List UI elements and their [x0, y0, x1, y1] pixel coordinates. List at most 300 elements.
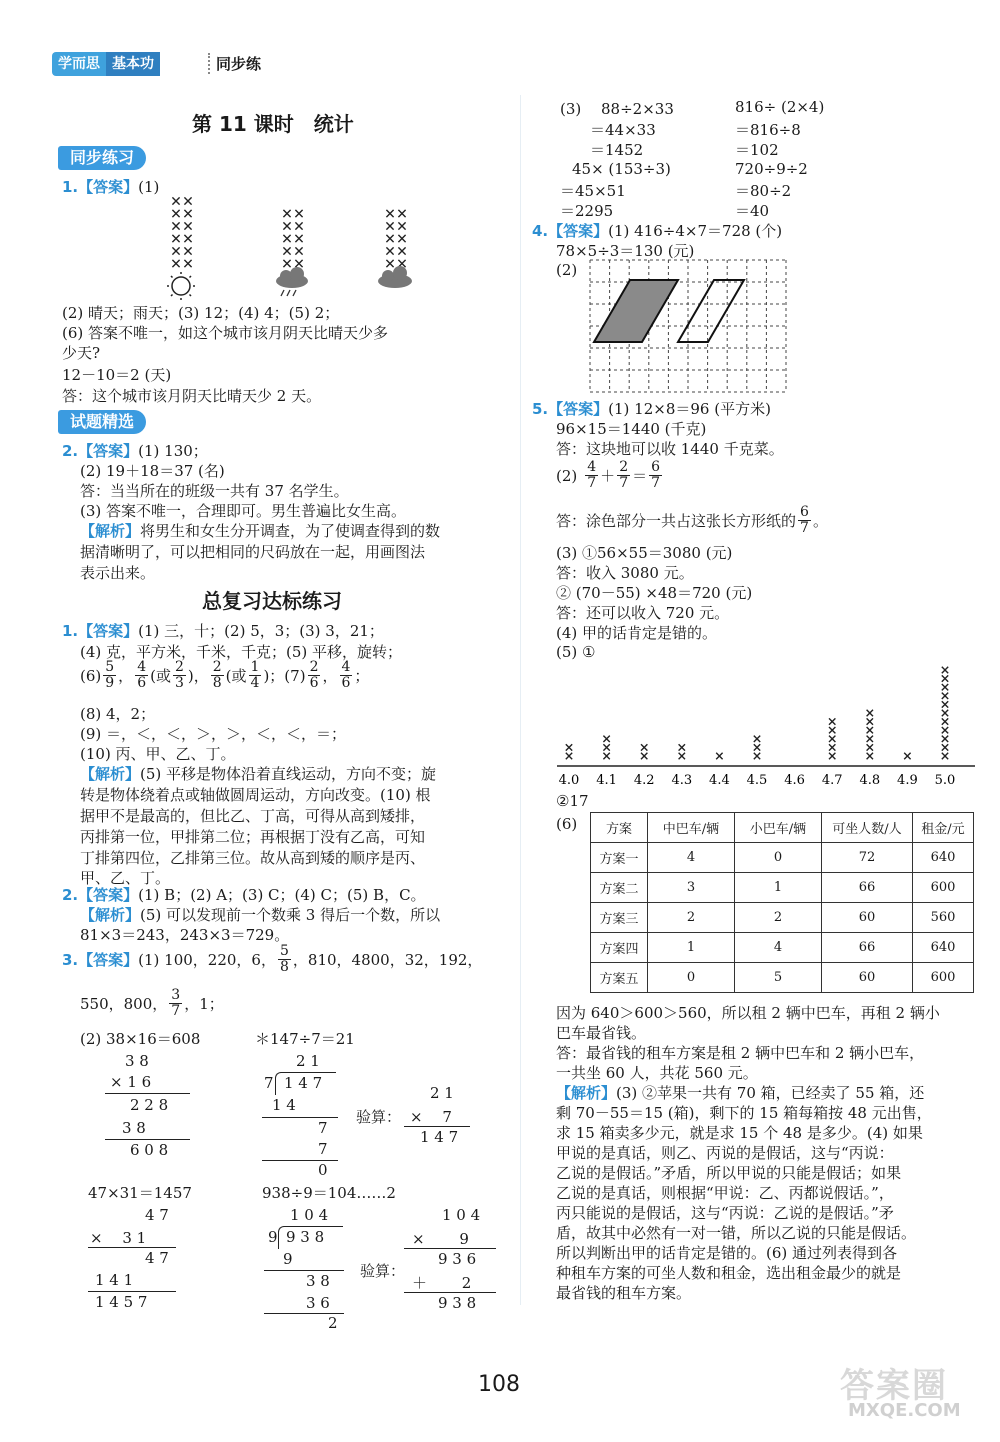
text-frag: (6)	[80, 666, 102, 685]
calc-digits: × 7	[410, 1108, 452, 1126]
tally-mark	[295, 235, 302, 242]
dot-plot-mark	[942, 727, 948, 733]
analysis-tag: 【解析】	[80, 906, 141, 924]
text-frag: ；	[354, 667, 370, 685]
text-line: ＝1452	[590, 141, 644, 159]
text-line: (3) ①56×55＝3080 (元)	[556, 544, 733, 562]
denominator: 7	[651, 475, 661, 491]
calc-rule	[404, 1126, 470, 1127]
tally-mark	[398, 235, 405, 242]
table-cell: 600	[913, 963, 974, 993]
dot-plot-mark	[867, 736, 873, 742]
text-line: (1)	[138, 178, 160, 196]
table-cell: 1	[735, 873, 822, 903]
numerator: 2	[309, 659, 319, 675]
answer-tag: 【答案】	[548, 222, 609, 240]
calc-digits: 3 8	[306, 1272, 330, 1290]
calc-digits: 9 3 8	[438, 1294, 477, 1312]
text-line: 一共坐 60 人，共花 560 元。	[556, 1064, 758, 1082]
calc-digits: 1 4 1	[95, 1271, 134, 1289]
denominator: 7	[587, 475, 597, 491]
section-banner-sync: 同步练习	[58, 146, 146, 170]
x-tick-label: 4.6	[784, 773, 805, 788]
text-frag: 答：涂色部分一共占这张长方形纸的	[556, 512, 797, 530]
q-number: 4.	[532, 222, 549, 240]
tally-mark	[295, 247, 302, 254]
numerator: 4	[587, 459, 597, 475]
text-line: 答：这个城市该月阴天比晴天少 2 天。	[62, 387, 322, 405]
tally-mark	[295, 222, 302, 229]
table-cell: 66	[822, 873, 913, 903]
text-line: 12－10＝2 (天)	[62, 366, 172, 384]
text-line: ＝40	[735, 202, 770, 220]
tally-mark	[172, 235, 179, 242]
calc-digits: 9 3 8	[286, 1228, 325, 1246]
calc-digits: 1 4 7	[420, 1128, 459, 1146]
text-line: (4) 甲的话肯定是错的。	[556, 624, 718, 642]
table-cell: 640	[913, 843, 974, 873]
calc-digits: 7	[318, 1140, 328, 1158]
numerator: 1	[250, 659, 260, 675]
calc-rule	[264, 1270, 344, 1271]
answer-tag: 【答案】	[78, 951, 139, 969]
text-line: (2) 19＋18＝37 (名)	[80, 462, 225, 480]
x-tick-label: 5.0	[934, 773, 956, 788]
calc-digits: 9	[283, 1250, 293, 1268]
text-line: 转是物体绕着点或轴做圆周运动，方向改变。(10) 根	[80, 786, 431, 804]
table-cell: 方案二	[591, 873, 648, 903]
x-tick-label: 4.0	[558, 773, 580, 788]
dot-plot-mark	[829, 727, 835, 733]
text-line: 816÷ (2×4)	[735, 98, 825, 116]
table-cell: 0	[648, 963, 735, 993]
text-line: 表示出来。	[80, 564, 156, 582]
text-line: 81×3＝243，243×3＝729。	[80, 926, 290, 944]
text-frag: (或	[225, 667, 247, 685]
text-line: (2)	[556, 261, 578, 279]
calc-digits: ＋ 2	[412, 1274, 472, 1292]
calc-digits: 2 1	[430, 1084, 454, 1102]
fraction	[617, 460, 630, 491]
numerator: 2	[174, 659, 184, 675]
text-line: 少天?	[62, 344, 101, 362]
q-number: 3.	[62, 950, 79, 969]
lesson-title: 第 11 课时 统计	[192, 112, 354, 136]
calc-digits: 9	[268, 1228, 278, 1246]
text-line: (5) 可以发现前一个数乘 3 得后一个数，所以	[140, 906, 441, 924]
numerator: 6	[800, 504, 809, 520]
tally-mark	[172, 247, 179, 254]
calc-rule	[88, 1247, 176, 1248]
text-frag: ，810，4800，32，192，	[292, 951, 483, 969]
text-frag: (或	[150, 667, 171, 685]
text-line: (1) 130；	[138, 442, 208, 460]
text-line: 答：当当所在的班级一共有 37 名学生。	[80, 482, 349, 500]
tally-mark	[172, 260, 179, 267]
text-frag: )；(7)	[263, 667, 306, 685]
numerator: 4	[137, 659, 147, 675]
calc-rule	[105, 1093, 190, 1094]
table-header-cell: 租金/元	[913, 813, 974, 843]
fraction	[649, 460, 662, 491]
text-line: (3) 答案不唯一，合理即可。男生普遍比女生高。	[80, 502, 407, 520]
table-row	[591, 933, 974, 963]
table-cell: 1	[648, 933, 735, 963]
table-cell: 5	[735, 963, 822, 993]
table-cell: 方案三	[591, 903, 648, 933]
fraction	[308, 660, 321, 691]
brand-part-a: 学而思	[52, 52, 106, 76]
text-line: 47×31＝1457	[88, 1184, 192, 1202]
fraction	[103, 660, 116, 691]
denominator: 8	[279, 959, 289, 975]
text-frag: ＋	[600, 467, 616, 485]
table-cell: 方案四	[591, 933, 648, 963]
section-banner-select: 试题精选	[58, 410, 146, 434]
dot-plot-mark	[829, 753, 835, 759]
text-line: 所以判断出甲的话肯定是错的。(6) 通过列表得到各	[556, 1244, 898, 1262]
text-frag: 550，800，	[80, 995, 168, 1013]
text-line: (5) ①	[556, 643, 596, 661]
text-line: 剩 70－55＝15 (箱)，剩下的 15 箱每箱按 48 元出售，	[556, 1104, 932, 1122]
tally-mark	[398, 210, 405, 217]
dot-plot-mark	[641, 753, 647, 759]
tally-mark	[184, 260, 191, 267]
tally-mark	[184, 210, 191, 217]
calc-digits: 1 0 4	[290, 1206, 329, 1224]
calc-digits: × 3 1	[90, 1229, 147, 1247]
text-line: ＝80÷2	[735, 182, 792, 200]
text-frag: (1) 100，220，6，	[138, 951, 276, 969]
denominator: 3	[174, 675, 184, 691]
text-frag: )，	[187, 667, 209, 685]
text-line: 乙说的是真话，则根据“甲说：乙、丙都说假话。”，	[556, 1184, 894, 1202]
dot-plot-mark	[603, 736, 609, 742]
text-line: ＝102	[735, 141, 779, 159]
calc-digits: 3 8	[122, 1119, 146, 1137]
answer-tag: 【答案】	[78, 178, 139, 196]
numerator: 5	[105, 659, 115, 675]
table-row	[591, 873, 974, 903]
text-line: 最省钱的租车方案。	[556, 1284, 692, 1302]
text-line: 据甲不是最高的，但比乙、丁高，可得从高到矮排，	[80, 807, 426, 825]
dot-plot-mark	[867, 727, 873, 733]
text-line: 盾，故其中必然有一对一错，所以乙说的只能是假话。	[556, 1224, 917, 1242]
q-number: 1.	[62, 178, 79, 196]
dot-plot-mark	[679, 744, 685, 750]
text-line: ＝44×33	[590, 121, 656, 139]
table-cell: 2	[648, 903, 735, 933]
watermark-url: MXQE.COM	[848, 1400, 961, 1421]
text-line: 78×5÷3＝130 (元)	[556, 242, 695, 260]
table-cell: 60	[822, 963, 913, 993]
x-tick-label: 4.9	[897, 773, 918, 788]
text-line: 45× (153÷3)	[572, 160, 671, 178]
text-line: (5) 平移是物体沿着直线运动，方向不变；旋	[140, 765, 437, 783]
numerator: 2	[212, 659, 222, 675]
calc-digits: 2 1	[296, 1052, 320, 1070]
q-number: 2.	[62, 442, 79, 460]
table-cell: 66	[822, 933, 913, 963]
dot-plot-mark	[942, 684, 948, 690]
calc-rule	[88, 1291, 176, 1292]
calc-rule	[262, 1117, 338, 1118]
x-tick-label: 4.4	[709, 773, 730, 788]
calc-digits: 3 6	[306, 1294, 330, 1312]
text-line: 巴车最省钱。	[556, 1024, 647, 1042]
calc-digits: 4 7	[145, 1249, 169, 1267]
text-line: (2) 晴天；雨天；(3) 12；(4) 4；(5) 2；	[62, 304, 340, 322]
tally-mark	[398, 222, 405, 229]
dot-plot-chart	[555, 660, 980, 788]
dot-plot-mark	[566, 753, 572, 759]
text-line: ＊147÷7＝21	[255, 1030, 355, 1048]
table-cell: 方案五	[591, 963, 648, 993]
calc-rule	[105, 1139, 190, 1140]
analysis-tag: 【解析】	[80, 765, 141, 783]
calc-digits: × 1 6	[110, 1073, 152, 1091]
brand-series: 同步练	[208, 53, 261, 74]
text-line: 答：收入 3080 元。	[556, 564, 694, 582]
text-line: (6)	[556, 815, 578, 833]
answer-tag: 【答案】	[548, 400, 609, 418]
denominator: 7	[171, 1003, 181, 1019]
cloud-icon	[378, 266, 412, 288]
tally-mark	[386, 260, 393, 267]
tally-mark	[283, 235, 290, 242]
table-cell: 560	[913, 903, 974, 933]
tally-mark	[398, 247, 405, 254]
text-frag: ，	[118, 667, 134, 685]
answer-tag: 【答案】	[78, 442, 139, 460]
fraction	[278, 944, 291, 975]
text-frag: ，1；	[184, 995, 224, 1013]
table-cell: 60	[822, 903, 913, 933]
calc-digits: × 9	[412, 1230, 469, 1248]
table-cell: 2	[735, 903, 822, 933]
denominator: 4	[250, 675, 260, 691]
table-cell: 3	[648, 873, 735, 903]
table-cell: 600	[913, 873, 974, 903]
calc-digits: 6 0 8	[130, 1141, 169, 1159]
text-line: 求 15 箱卖多少元，就是求 15 个 48 是多少。(4) 如果	[556, 1124, 923, 1142]
answer-tag: 【答案】	[78, 886, 139, 904]
text-line: 丙排第一位，甲排第二位；再根据丁没有乙高，可知	[80, 828, 426, 846]
rain-cloud-icon	[276, 267, 308, 296]
x-tick-label: 4.1	[596, 773, 617, 788]
check-label: 验算：	[360, 1262, 406, 1280]
dot-plot-mark	[829, 744, 835, 750]
denominator: 8	[212, 675, 222, 691]
fraction	[798, 505, 811, 536]
calc-digits: 0	[318, 1161, 328, 1179]
dot-plot-mark	[942, 701, 948, 707]
text-frag: 。	[812, 512, 828, 530]
tally-mark	[283, 210, 290, 217]
text-line: (3) ②苹果一共有 70 箱，已经卖了 55 箱，还	[616, 1084, 925, 1102]
tally-mark	[386, 235, 393, 242]
fraction	[169, 988, 182, 1019]
x-tick-label: 4.2	[633, 773, 655, 788]
table-cell: 640	[913, 933, 974, 963]
text-line: ＝45×51	[560, 182, 626, 200]
table-header-cell: 小巴车/辆	[735, 813, 822, 843]
brand-badge	[52, 52, 160, 76]
text-line: 据清晰明了，可以把相同的尺码放在一起，用画图法	[80, 543, 426, 561]
table-cell: 72	[822, 843, 913, 873]
tally-mark	[184, 235, 191, 242]
text-line: 96×15＝1440 (千克)	[556, 420, 707, 438]
weather-tally-chart	[150, 190, 440, 302]
text-line: (1) 416÷4×7＝728 (个)	[608, 222, 783, 240]
x-tick-label: 4.3	[671, 773, 693, 788]
fraction	[135, 660, 148, 691]
dot-plot-mark	[566, 744, 572, 750]
text-line: 丁排第四位，乙排第三位。故从高到矮的顺序是丙、	[80, 849, 426, 867]
text-line: 种租车方案的可坐人数和租金，选出租金最少的就是	[556, 1264, 902, 1282]
tally-mark	[295, 260, 302, 267]
text-line: (8) 4，2；	[80, 705, 156, 723]
table-cell: 0	[735, 843, 822, 873]
tally-mark	[172, 222, 179, 229]
dot-plot-mark	[942, 744, 948, 750]
fraction	[249, 660, 262, 691]
dot-plot-mark	[754, 736, 760, 742]
dot-plot-mark	[942, 667, 948, 673]
text-frag: (2)	[556, 466, 578, 485]
numerator: 5	[279, 943, 289, 959]
text-line: (10) 丙、甲、乙、丁。	[80, 745, 236, 763]
fraction	[173, 660, 186, 691]
tally-mark	[295, 210, 302, 217]
tally-mark	[184, 247, 191, 254]
text-line: 938÷9＝104……2	[262, 1184, 396, 1202]
fraction-line	[80, 660, 369, 691]
tally-mark	[283, 260, 290, 267]
text-line: 将男生和女生分开调查，为了使调查得到的数	[140, 522, 441, 540]
dot-plot-mark	[867, 710, 873, 716]
text-line: (1) B；(2) A；(3) C；(4) C；(5) B，C。	[138, 886, 426, 904]
page-number: 108	[478, 1372, 520, 1397]
denominator: 7	[619, 475, 629, 491]
x-tick-label: 4.7	[821, 773, 843, 788]
calc-digits: 9 3 6	[438, 1250, 477, 1268]
tally-mark	[386, 222, 393, 229]
table-header-cell: 可坐人数/人	[822, 813, 913, 843]
dot-plot-mark	[942, 675, 948, 681]
fraction	[211, 660, 224, 691]
text-line: (9) ＝，＜，＜，＞，＞，＜，＜，＝；	[80, 725, 347, 743]
fraction	[585, 460, 598, 491]
x-tick-label: 4.5	[746, 773, 768, 788]
dot-plot-mark	[942, 693, 948, 699]
text-line: (1) 12×8＝96 (平方米)	[608, 400, 771, 418]
calc-rule	[404, 1248, 496, 1249]
column-divider	[520, 95, 521, 1305]
table-header-cell: 中巴车/辆	[648, 813, 735, 843]
review-title: 总复习达标练习	[202, 589, 342, 613]
calc-rule	[404, 1292, 496, 1293]
dot-plot-mark	[603, 753, 609, 759]
calc-digits: 1 4 5 7	[95, 1293, 148, 1311]
dot-plot-mark	[867, 744, 873, 750]
denominator: 6	[309, 675, 319, 691]
tally-mark	[386, 247, 393, 254]
sun-icon	[167, 272, 195, 300]
dot-plot-mark	[603, 744, 609, 750]
dot-plot-mark	[754, 753, 760, 759]
watermark-logo: 答案圈	[840, 1366, 948, 1406]
table-row	[591, 843, 974, 873]
calc-digits: 1 4 7	[284, 1074, 323, 1092]
calc-digits: 2	[328, 1314, 338, 1332]
text-line: ＝816÷8	[735, 121, 801, 139]
tally-mark	[386, 210, 393, 217]
dot-plot-mark	[867, 718, 873, 724]
tally-mark	[172, 210, 179, 217]
calc-digits: 3 8	[125, 1052, 149, 1070]
dot-plot-mark	[942, 718, 948, 724]
table-cell: 4	[735, 933, 822, 963]
text-line: (4) 克，平方米，千米，千克；(5) 平移，旋转；	[80, 643, 403, 661]
analysis-tag: 【解析】	[80, 522, 141, 540]
x-tick-label: 4.8	[859, 773, 881, 788]
dot-plot-mark	[754, 744, 760, 750]
text-line: (3) 88÷2×33	[560, 100, 674, 118]
dot-plot-mark	[716, 753, 722, 759]
dot-plot-mark	[942, 753, 948, 759]
calc-digits: 1 0 4	[442, 1206, 481, 1224]
analysis-tag: 【解析】	[556, 1084, 617, 1102]
denominator: 9	[105, 675, 115, 691]
text-line: 甲说的是真话，则乙、丙说的是假话，这与“丙说：	[556, 1144, 894, 1162]
table-header-cell: 方案	[591, 813, 648, 843]
dot-plot-mark	[829, 718, 835, 724]
denominator: 7	[800, 520, 809, 536]
text-frag: ，	[322, 667, 338, 685]
table-row	[591, 903, 974, 933]
text-line: 丙只能说的是假话，这与“丙说：乙说的是假话。”矛	[556, 1204, 894, 1222]
dot-plot-mark	[942, 710, 948, 716]
fraction	[340, 660, 353, 691]
text-line: 答：这块地可以收 1440 千克菜。	[556, 440, 784, 458]
denominator: 6	[137, 675, 147, 691]
text-line: ②17	[556, 792, 589, 810]
tally-mark	[172, 197, 179, 204]
tally-mark	[283, 247, 290, 254]
dot-plot-mark	[679, 753, 685, 759]
numerator: 3	[171, 987, 181, 1003]
text-line: 720÷9÷2	[735, 160, 808, 178]
numerator: 4	[341, 659, 351, 675]
rental-plan-table	[590, 812, 974, 993]
numerator: 2	[619, 459, 629, 475]
text-line: 乙说的是假话。”矛盾，所以甲说的只能是假话；如果	[556, 1164, 902, 1182]
table-cell: 4	[648, 843, 735, 873]
text-line: (1) 三，十；(2) 5，3；(3) 3，21；	[138, 622, 384, 640]
calc-digits: 7	[318, 1119, 328, 1137]
shaded-parallelogram	[594, 280, 678, 342]
text-line: ＝2295	[560, 202, 614, 220]
text-line: 因为 640＞600＞560，所以租 2 辆中巴车，再租 2 辆小	[556, 1004, 940, 1022]
tally-mark	[283, 222, 290, 229]
text-line: (6) 答案不唯一，如这个城市该月阴天比晴天少多	[62, 324, 389, 342]
brand-part-b: 基本功	[106, 52, 160, 76]
answer-tag: 【答案】	[78, 622, 139, 640]
text-line: 答：还可以收入 720 元。	[556, 604, 730, 622]
text-frag: ＝	[632, 467, 648, 485]
numerator: 6	[651, 459, 661, 475]
